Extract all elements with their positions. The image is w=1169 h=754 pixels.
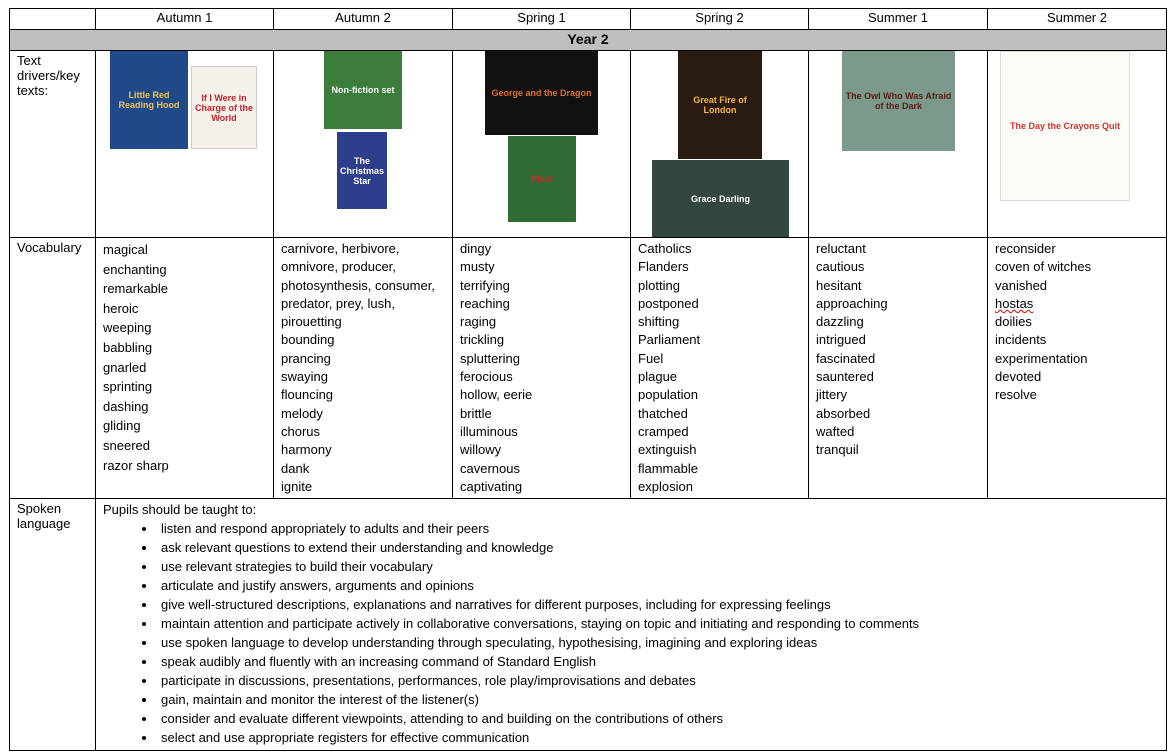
vocab-word: jittery	[816, 387, 848, 403]
header-spring-2: Spring 2	[631, 9, 809, 30]
vocab-word: reluctant	[816, 241, 866, 256]
vocab-word: postponed	[638, 295, 699, 311]
vocab-word: prancing	[281, 350, 331, 366]
vocab-word: Flanders	[638, 259, 689, 275]
header-autumn-1: Autumn 1	[96, 9, 274, 30]
spoken-item: • use relevant strategies to build their vocabulary	[157, 557, 1159, 576]
header-summer-1: Summer 1	[809, 9, 988, 30]
vocab-word: sneered	[103, 437, 150, 453]
curriculum-table	[9, 8, 1167, 751]
vocab-word: vanished	[995, 277, 1048, 293]
vocab-word: terrifying	[460, 277, 510, 293]
vocab-word: willowy	[460, 442, 502, 458]
vocab-word: harmony	[281, 442, 332, 458]
vocab-word: Parliament	[638, 332, 701, 348]
header-cell	[10, 9, 96, 30]
vocab-word: cramped	[638, 423, 689, 439]
vocab-word: swaying	[281, 369, 328, 385]
vocab-word: magical	[103, 242, 148, 257]
vocab-word: dazzling	[816, 314, 864, 330]
header-autumn-2: Autumn 2	[274, 9, 453, 30]
covers-spring-1	[453, 51, 631, 238]
spoken-item: • articulate and justify answers, arguments and opinions	[157, 576, 1159, 595]
book-cover: Great Fire of London	[678, 51, 762, 159]
covers-summer-1	[809, 51, 988, 238]
vocab-spring-1	[453, 238, 631, 499]
spoken-item: • gain, maintain and monitor the interest of the listener(s)	[157, 690, 1159, 709]
spoken-item: • ask relevant questions to extend their understanding and knowledge	[157, 538, 1159, 557]
book-cover: Grace Darling	[652, 160, 789, 237]
vocab-word: trickling	[460, 332, 505, 348]
vocab-word: dashing	[103, 398, 149, 414]
vocab-word: omnivore, producer,	[281, 259, 396, 275]
vocab-word: remarkable	[103, 281, 169, 297]
vocab-word: dingy	[460, 241, 492, 256]
spoken-item: • maintain attention and participate actively in collaborative conversations, staying on topic and initiating and responding to comments	[157, 614, 1159, 633]
vocab-word: ignite	[281, 478, 313, 494]
vocab-spring-2	[631, 238, 809, 499]
vocab-word: plotting	[638, 277, 680, 293]
vocab-word: tranquil	[816, 442, 859, 458]
vocab-word: weeping	[103, 320, 152, 336]
vocab-word: spluttering	[460, 350, 520, 366]
vocab-word: absorbed	[816, 405, 871, 421]
vocab-word: fascinated	[816, 350, 876, 366]
vocab-word: pirouetting	[281, 314, 342, 330]
vocab-word: hesitant	[816, 277, 862, 293]
vocab-word: Catholics	[638, 241, 692, 256]
spoken-language-row	[10, 499, 1167, 751]
spoken-list	[103, 519, 1159, 747]
vocab-word: babbling	[103, 339, 153, 355]
vocab-word: reaching	[460, 295, 510, 311]
covers-spring-2	[631, 51, 809, 238]
vocab-word: thatched	[638, 405, 688, 421]
vocab-word: intrigued	[816, 332, 866, 348]
vocab-word: melody	[281, 405, 323, 421]
vocab-word: gliding	[103, 418, 141, 434]
book-cover: George and the Dragon	[485, 51, 598, 135]
vocab-word: heroic	[103, 300, 139, 316]
vocab-autumn-2	[274, 238, 453, 499]
spoken-item: • select and use appropriate registers for effective communication	[157, 728, 1159, 747]
year-heading: Year 2	[10, 30, 1167, 51]
book-cover: The Christmas Star	[337, 132, 387, 209]
vocab-word: wafted	[816, 423, 855, 439]
vocab-word: gnarled	[103, 359, 147, 375]
vocab-word: incidents	[995, 332, 1047, 348]
spoken-intro: Pupils should be taught to:	[103, 502, 257, 518]
book-cover: The Day the Crayons Quit	[1000, 51, 1130, 201]
book-cover: Plant	[508, 136, 576, 222]
vocab-word: population	[638, 387, 698, 403]
vocab-word: photosynthesis, consumer,	[281, 277, 435, 293]
vocab-word: shifting	[638, 314, 680, 330]
vocab-word: captivating	[460, 478, 523, 494]
vocab-summer-2	[988, 238, 1167, 499]
vocab-word: razor sharp	[103, 457, 169, 473]
text-drivers-row	[10, 51, 1167, 238]
book-cover: Non-fiction set	[324, 51, 402, 129]
vocab-word: bounding	[281, 332, 335, 348]
vocab-word: predator, prey, lush,	[281, 295, 395, 311]
spoken-item: • give well-structured descriptions, explanations and narratives for different purposes, including for expressing feelings	[157, 595, 1159, 614]
vocab-word: devoted	[995, 369, 1042, 385]
vocab-word: reconsider	[995, 241, 1056, 256]
vocab-word: resolve	[995, 387, 1037, 403]
vocab-word: musty	[460, 259, 495, 275]
book-cover: If I Were in Charge of the World	[191, 66, 257, 149]
vocab-word: illuminous	[460, 423, 518, 439]
book-cover: Little Red Reading Hood	[110, 51, 188, 149]
vocab-word: sprinting	[103, 379, 153, 395]
spoken-item: • use spoken language to develop understanding through speculating, hypothesising, imagining and exploring ideas	[157, 633, 1159, 652]
vocab-word: raging	[460, 314, 497, 330]
vocab-word: plague	[638, 369, 678, 385]
vocab-word: hollow, eerie	[460, 387, 533, 403]
vocab-word: Fuel	[638, 350, 664, 366]
spoken-item: • consider and evaluate different viewpoints, attending to and building on the contributions of others	[157, 709, 1159, 728]
header-spring-1: Spring 1	[453, 9, 631, 30]
vocab-summer-1	[809, 238, 988, 499]
vocab-word: sauntered	[816, 369, 874, 385]
row-label-spoken: Spoken language	[10, 499, 96, 751]
spoken-item: • listen and respond appropriately to adults and their peers	[157, 519, 1159, 538]
row-label-vocabulary: Vocabulary	[10, 238, 96, 499]
vocab-word: ferocious	[460, 369, 513, 385]
vocab-word: doilies	[995, 314, 1032, 330]
vocab-autumn-1	[96, 238, 274, 499]
spoken-item: • participate in discussions, presentations, performances, role play/improvisations and debates	[157, 671, 1159, 690]
vocab-word: cavernous	[460, 460, 520, 476]
row-label-texts: Text drivers/key texts:	[10, 51, 96, 238]
vocab-word: extinguish	[638, 442, 697, 458]
vocab-word: flouncing	[281, 387, 334, 403]
vocab-word: flammable	[638, 460, 698, 476]
spoken-item: • speak audibly and fluently with an increasing command of Standard English	[157, 652, 1159, 671]
header-summer-2: Summer 2	[988, 9, 1167, 30]
covers-autumn-2	[274, 51, 453, 238]
vocabulary-row	[10, 238, 1167, 499]
vocab-word: approaching	[816, 295, 888, 311]
vocab-word: experimentation	[995, 350, 1088, 366]
vocab-word: carnivore, herbivore,	[281, 241, 400, 256]
vocab-word: hostas	[995, 295, 1034, 311]
vocab-word: brittle	[460, 405, 492, 421]
vocab-word: dank	[281, 460, 310, 476]
covers-autumn-1	[96, 51, 274, 238]
vocab-word: cautious	[816, 259, 865, 275]
vocab-word: chorus	[281, 423, 321, 439]
vocab-word: enchanting	[103, 261, 167, 277]
book-cover: The Owl Who Was Afraid of the Dark	[842, 51, 955, 151]
header-row	[10, 9, 1167, 30]
vocab-word: coven of witches	[995, 259, 1092, 275]
vocab-word: explosion	[638, 478, 693, 494]
covers-summer-2	[988, 51, 1167, 238]
